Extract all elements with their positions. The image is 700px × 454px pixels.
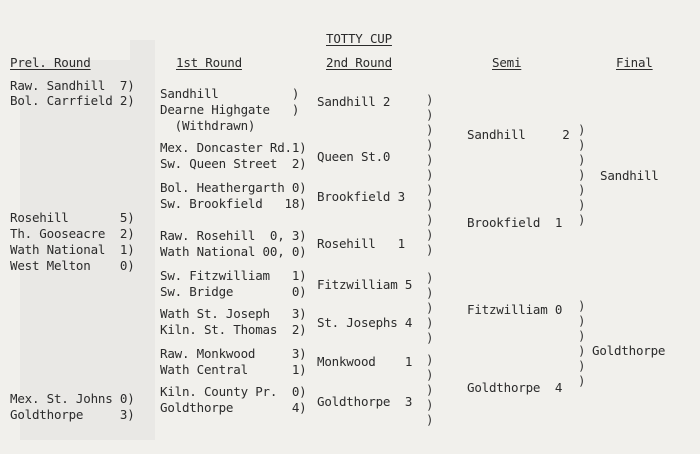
semi-entry: Sandhill 2	[467, 127, 570, 142]
column-header-prel: Prel. Round	[10, 55, 91, 70]
prel-entry: Goldthorpe 3)	[10, 407, 135, 422]
column-header-2nd: 2nd Round	[326, 55, 392, 70]
second-round-entry: St. Josephs 4	[317, 315, 413, 330]
bracket-glyph: ) ) ) ) )	[426, 182, 434, 257]
prel-entry: Mex. St. Johns 0)	[10, 391, 135, 406]
first-round-entry: Sw. Bridge 0)	[160, 284, 307, 299]
first-round-entry: Kiln. St. Thomas 2)	[160, 322, 307, 337]
bracket-glyph: ) ) ) ) ) )	[578, 298, 586, 388]
second-round-entry: Sandhill 2	[317, 94, 391, 109]
first-round-entry: Wath Central 1)	[160, 362, 307, 377]
column-header-final: Final	[616, 55, 653, 70]
semi-entry: Brookfield 1	[467, 215, 563, 230]
first-round-entry: Raw. Monkwood 3)	[160, 346, 307, 361]
first-round-entry: Sandhill )	[160, 86, 300, 101]
first-round-entry: Bol. Heathergarth 0)	[160, 180, 307, 195]
first-round-entry: Raw. Rosehill 0, 3)	[160, 228, 307, 243]
first-round-entry: Goldthorpe 4)	[160, 400, 307, 415]
prel-entry: Rosehill 5)	[10, 210, 135, 225]
second-round-entry: Brookfield 3	[317, 189, 405, 204]
first-round-entry: (Withdrawn)	[160, 118, 256, 133]
prel-entry: Wath National 1)	[10, 242, 135, 257]
semi-entry: Fitzwilliam 0	[467, 302, 563, 317]
first-round-entry: Kiln. County Pr. 0)	[160, 384, 307, 399]
first-round-entry: Wath National 00, 0)	[160, 244, 307, 259]
prel-entry: Th. Gooseacre 2)	[10, 226, 135, 241]
semi-entry: Goldthorpe 4	[467, 380, 563, 395]
second-round-entry: Rosehill 1	[317, 236, 405, 251]
first-round-entry: Wath St. Joseph 3)	[160, 306, 307, 321]
bracket-glyph: ) ) ) ) )	[426, 270, 434, 345]
column-header-semi: Semi	[492, 55, 522, 70]
final-entry: Goldthorpe	[592, 343, 666, 358]
prel-entry: Bol. Carrfield 2)	[10, 93, 135, 108]
bracket-glyph: ) ) ) ) ) )	[426, 92, 434, 182]
bracket-glyph: ) ) ) ) )	[426, 352, 434, 427]
first-round-entry: Dearne Highgate )	[160, 102, 300, 117]
second-round-entry: Queen St.0	[317, 149, 391, 164]
final-entry: Sandhill	[600, 168, 659, 183]
first-round-entry: Sw. Queen Street 2)	[160, 156, 307, 171]
page-title: TOTTY CUP	[326, 31, 392, 46]
second-round-entry: Goldthorpe 3	[317, 394, 413, 409]
first-round-entry: Sw. Fitzwilliam 1)	[160, 268, 307, 283]
prel-entry: West Melton 0)	[10, 258, 135, 273]
second-round-entry: Monkwood 1	[317, 354, 413, 369]
column-header-1st: 1st Round	[176, 55, 242, 70]
first-round-entry: Sw. Brookfield 18)	[160, 196, 307, 211]
first-round-entry: Mex. Doncaster Rd.1)	[160, 140, 307, 155]
second-round-entry: Fitzwilliam 5	[317, 277, 413, 292]
prel-entry: Raw. Sandhill 7)	[10, 78, 135, 93]
bracket-glyph: ) ) ) ) ) ) )	[578, 122, 586, 227]
